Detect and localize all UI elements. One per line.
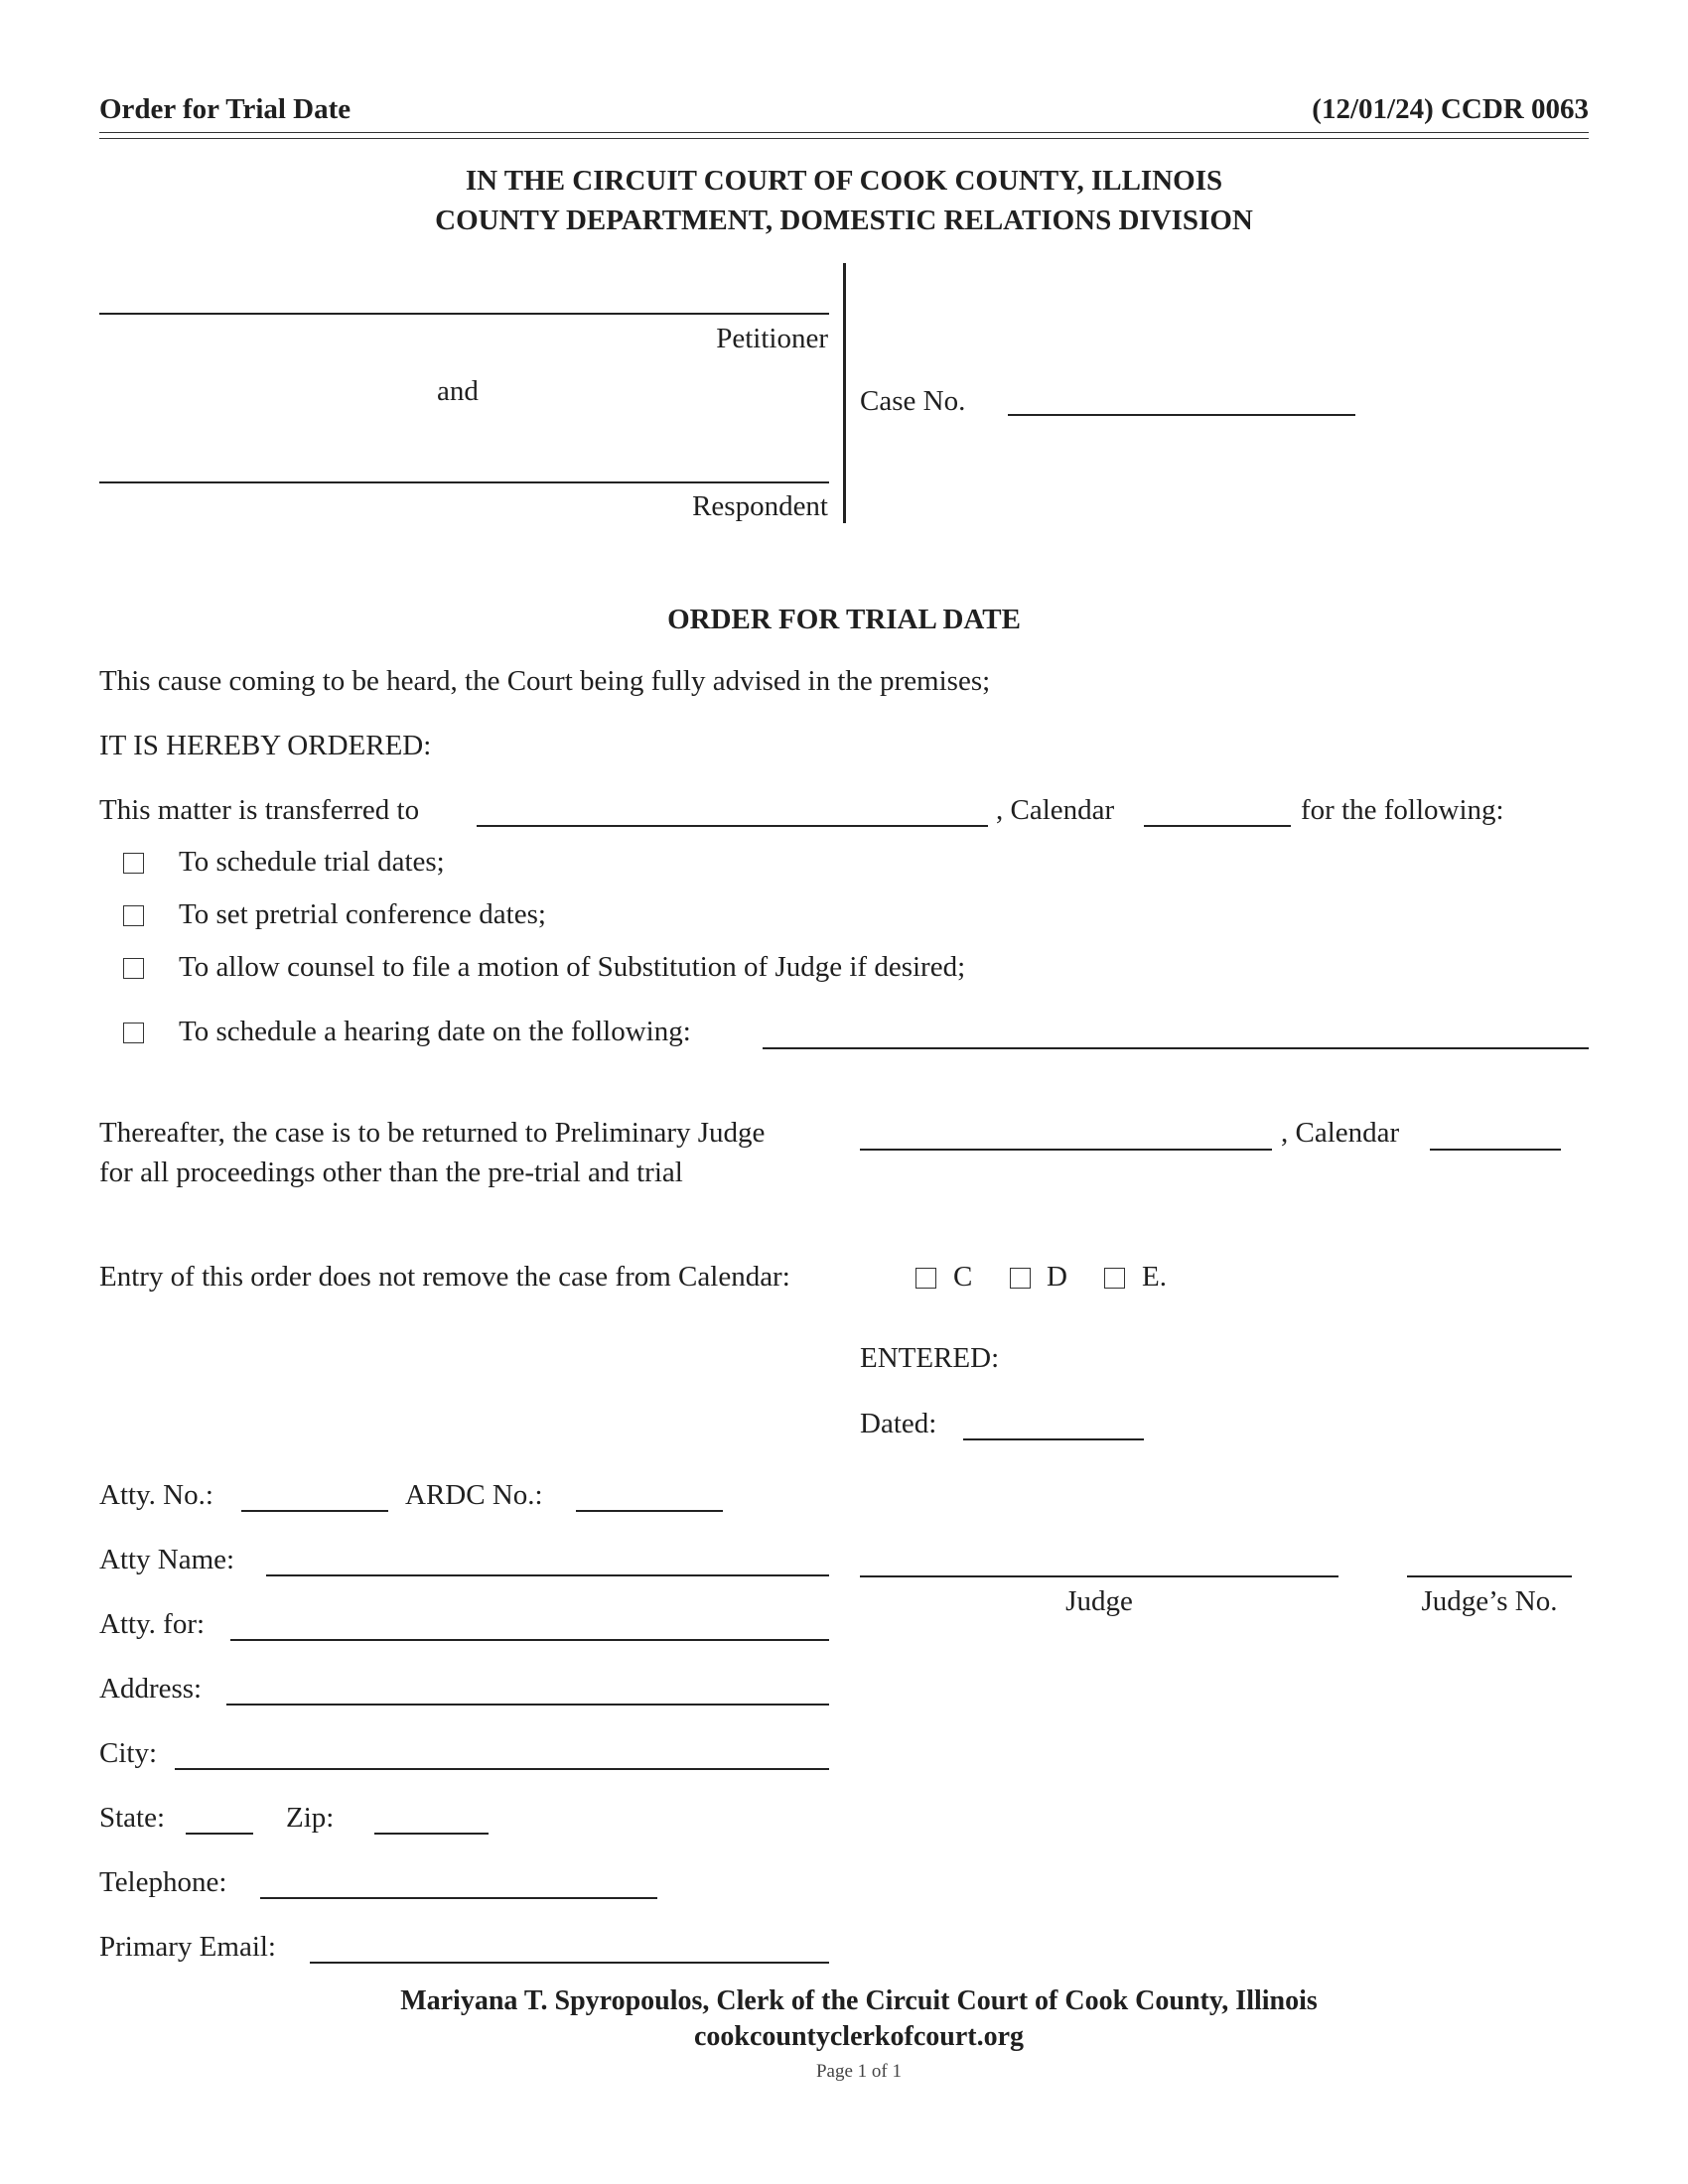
case-no-input[interactable] [1008, 384, 1355, 416]
state-input[interactable] [186, 1803, 253, 1835]
option-checkbox-substitution[interactable] [123, 958, 144, 979]
option-label-trial-dates: To schedule trial dates; [179, 846, 445, 878]
calendar-input-2[interactable] [1430, 1119, 1561, 1151]
email-input[interactable] [310, 1932, 829, 1964]
court-department: COUNTY DEPARTMENT, DOMESTIC RELATIONS DIVISION [435, 205, 1253, 236]
preliminary-judge-input[interactable] [860, 1119, 1272, 1151]
website-footer: cookcountyclerkofcourt.org [693, 2021, 1025, 2052]
and-label: and [437, 375, 479, 407]
judge-no-input[interactable] [1407, 1546, 1572, 1577]
option-checkbox-trial-dates[interactable] [123, 853, 144, 874]
ardc-no-input[interactable] [576, 1480, 723, 1512]
entered-label: ENTERED: [860, 1342, 1000, 1374]
entry-text: Entry of this order does not remove the case from Calendar: [99, 1261, 790, 1293]
respondent-label: Respondent [692, 490, 828, 522]
ordered-text: IT IS HEREBY ORDERED: [99, 730, 432, 761]
address-label: Address: [99, 1673, 203, 1705]
respondent-input[interactable] [99, 452, 829, 483]
thereafter-text-2: for all proceedings other than the pre-trial and trial [99, 1157, 683, 1188]
intro-text: This cause coming to be heard, the Court being fully advised in the premises; [99, 665, 991, 697]
clerk-footer: Mariyana T. Spyropoulos, Clerk of the Circuit Court of Cook County, Illinois [400, 1985, 1318, 2016]
zip-label: Zip: [286, 1802, 335, 1834]
transfer-label: This matter is transferred to [99, 794, 420, 826]
option-checkbox-hearing[interactable] [123, 1023, 144, 1043]
option-label-substitution: To allow counsel to file a motion of Substitution of Judge if desired; [179, 951, 966, 983]
judge-label: Judge [1065, 1585, 1133, 1617]
city-label: City: [99, 1737, 158, 1769]
thereafter-text: Thereafter, the case is to be returned to Preliminary Judge [99, 1117, 766, 1149]
dated-input[interactable] [963, 1409, 1144, 1440]
calendar-label: , Calendar [996, 794, 1115, 826]
state-label: State: [99, 1802, 166, 1834]
option-label-pretrial: To set pretrial conference dates; [179, 898, 546, 930]
judge-signature-input[interactable] [860, 1546, 1338, 1577]
petitioner-label: Petitioner [716, 323, 828, 354]
caption-divider [843, 263, 846, 523]
atty-no-label: Atty. No.: [99, 1479, 213, 1511]
calendar-c-label: C [953, 1261, 973, 1293]
address-input[interactable] [226, 1674, 829, 1706]
transfer-judge-input[interactable] [477, 795, 988, 827]
telephone-label: Telephone: [99, 1866, 227, 1898]
telephone-input[interactable] [260, 1867, 657, 1899]
calendar-label-2: , Calendar [1281, 1117, 1400, 1149]
email-label: Primary Email: [99, 1931, 276, 1963]
page-number: Page 1 of 1 [815, 2061, 902, 2082]
calendar-e-checkbox[interactable] [1104, 1268, 1125, 1289]
atty-for-label: Atty. for: [99, 1608, 206, 1640]
form-title-header: Order for Trial Date [99, 93, 352, 125]
zip-input[interactable] [374, 1803, 489, 1835]
petitioner-input[interactable] [99, 283, 829, 315]
atty-no-input[interactable] [241, 1480, 388, 1512]
calendar-e-label: E. [1142, 1261, 1167, 1293]
header-rule-2 [99, 138, 1589, 139]
form-number: (12/01/24) CCDR 0063 [1312, 93, 1589, 125]
calendar-input[interactable] [1144, 795, 1291, 827]
atty-name-input[interactable] [266, 1545, 829, 1576]
ardc-no-label: ARDC No.: [405, 1479, 543, 1511]
header-rule-1 [99, 132, 1589, 133]
option-label-hearing: To schedule a hearing date on the following: [179, 1016, 691, 1047]
order-title: ORDER FOR TRIAL DATE [667, 604, 1021, 635]
atty-name-label: Atty Name: [99, 1544, 235, 1575]
calendar-d-checkbox[interactable] [1010, 1268, 1031, 1289]
option-checkbox-pretrial[interactable] [123, 905, 144, 926]
dated-label: Dated: [860, 1408, 937, 1439]
judge-no-label: Judge’s No. [1421, 1585, 1558, 1617]
calendar-d-label: D [1047, 1261, 1067, 1293]
following-label: for the following: [1301, 794, 1504, 826]
city-input[interactable] [175, 1738, 829, 1770]
atty-for-input[interactable] [230, 1609, 829, 1641]
hearing-input[interactable] [763, 1018, 1589, 1049]
calendar-c-checkbox[interactable] [915, 1268, 936, 1289]
court-name: IN THE CIRCUIT COURT OF COOK COUNTY, ILLINOIS [465, 165, 1223, 197]
case-no-label: Case No. [860, 385, 966, 417]
